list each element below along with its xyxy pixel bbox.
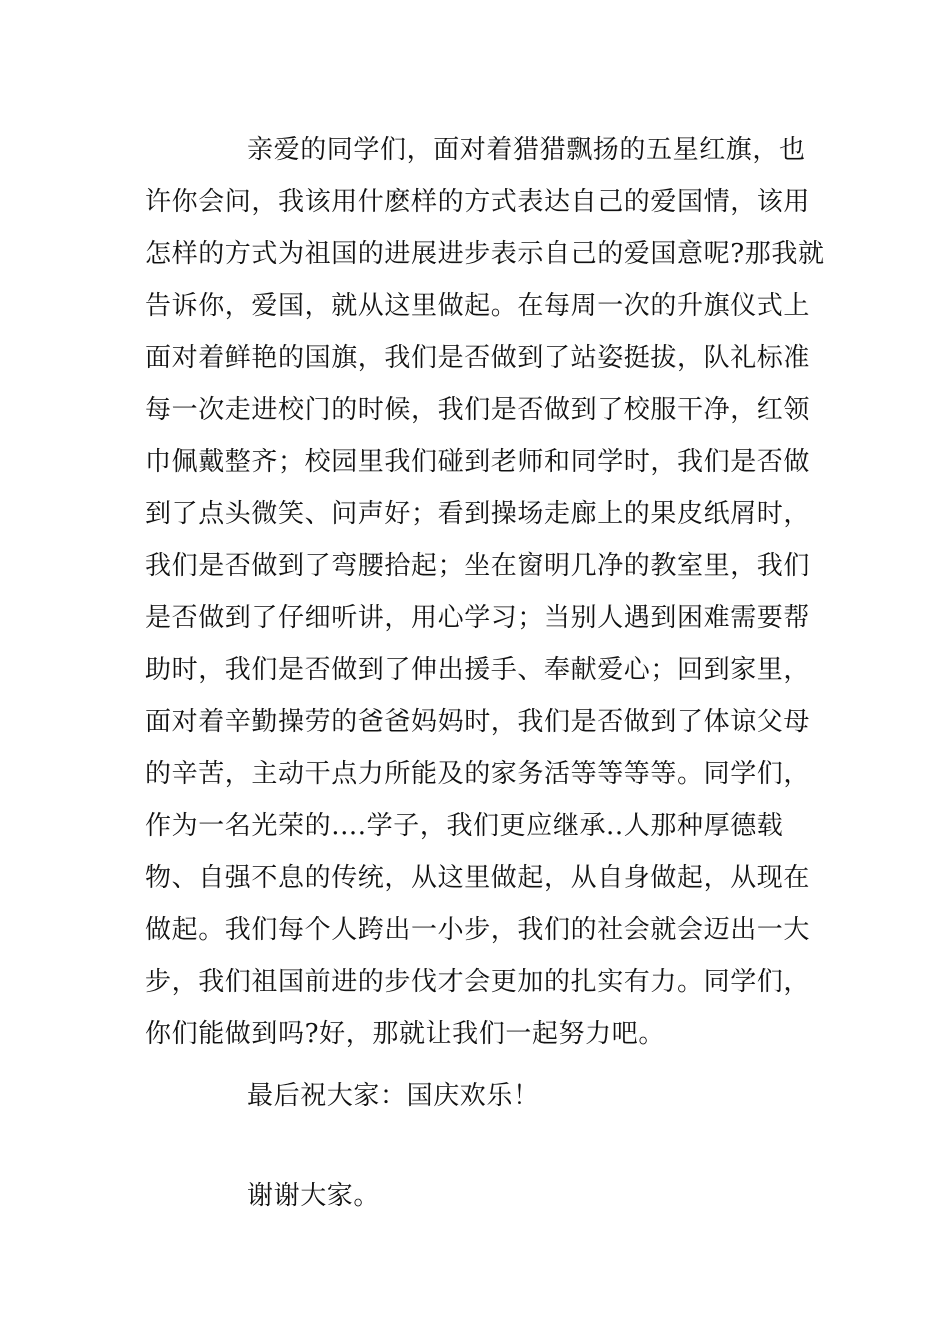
paragraph-line: 巾佩戴整齐；校园里我们碰到老师和同学时，我们是否做 bbox=[145, 447, 811, 477]
thanks-line: 谢谢大家。 bbox=[247, 1181, 381, 1211]
paragraph-line: 面对着鲜艳的国旗，我们是否做到了站姿挺拔，队礼标准 bbox=[145, 343, 811, 373]
speech-body bbox=[145, 124, 825, 1049]
closing-wish: 最后祝大家：国庆欢乐！ bbox=[247, 1081, 540, 1111]
paragraph-line: 作为一名光荣的....学子，我们更应继承..人那种厚德载 bbox=[145, 811, 784, 841]
paragraph-line: 亲爱的同学们，面对着猎猎飘扬的五星红旗，也 bbox=[247, 135, 806, 165]
paragraph-line: 到了点头微笑、问声好；看到操场走廊上的果皮纸屑时， bbox=[145, 499, 811, 529]
paragraph-line: 是否做到了仔细听讲，用心学习；当别人遇到困难需要帮 bbox=[145, 603, 811, 633]
paragraph-line: 每一次走进校门的时候，我们是否做到了校服干净，红领 bbox=[145, 395, 811, 425]
paragraph-line: 许你会问，我该用什麽样的方式表达自己的爱国情，该用 bbox=[145, 187, 811, 217]
closing-section bbox=[145, 1070, 805, 1230]
paragraph-line: 物、自强不息的传统，从这里做起，从自身做起，从现在 bbox=[145, 863, 811, 893]
paragraph-line: 步，我们祖国前进的步伐才会更加的扎实有力。同学们， bbox=[145, 967, 811, 997]
paragraph-line: 怎样的方式为祖国的进展进步表示自己的爱国意呢?那我就 bbox=[145, 239, 825, 269]
paragraph-line: 告诉你，爱国，就从这里做起。在每周一次的升旗仪式上 bbox=[145, 291, 811, 321]
paragraph-line: 做起。我们每个人跨出一小步，我们的社会就会迈出一大 bbox=[145, 915, 811, 945]
paragraph-line: 面对着辛勤操劳的爸爸妈妈时，我们是否做到了体谅父母 bbox=[145, 707, 811, 737]
paragraph-line: 的辛苦，主动干点力所能及的家务活等等等等。同学们， bbox=[145, 759, 811, 789]
paragraph-line: 我们是否做到了弯腰拾起；坐在窗明几净的教室里，我们 bbox=[145, 551, 811, 581]
paragraph-line: 你们能做到吗?好，那就让我们一起努力吧。 bbox=[145, 1019, 665, 1049]
paragraph-line: 助时，我们是否做到了伸出援手、奉献爱心；回到家里， bbox=[145, 655, 811, 685]
